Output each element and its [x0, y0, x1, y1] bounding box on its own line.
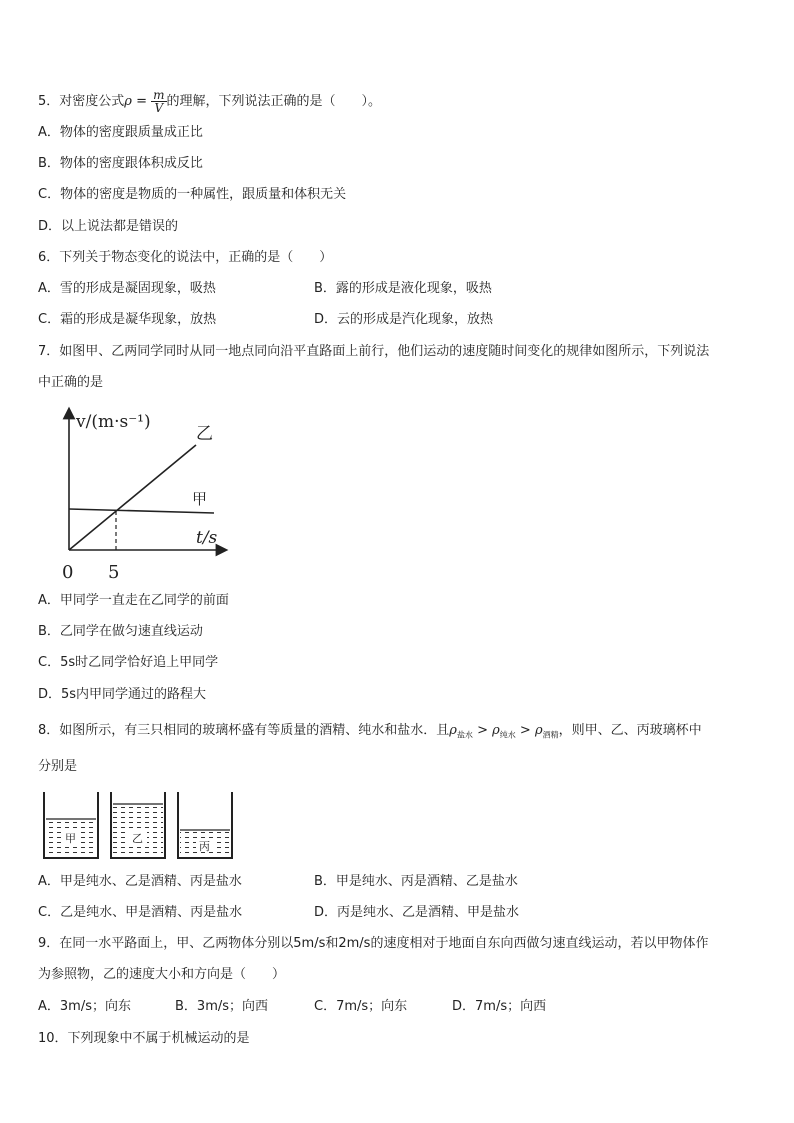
density-fraction: $\frac{m}{V}$ [153, 88, 165, 115]
q10-stem: 10．下列现象中不属于机械运动的是 [38, 1031, 250, 1046]
origin-label: 0 [62, 562, 74, 583]
beaker-bing [178, 792, 232, 858]
q7-option-c: C．5s时乙同学恰好追上甲同学 [38, 655, 219, 670]
beaker-label-yi: 乙 [132, 832, 143, 845]
jia-line [69, 509, 214, 513]
beaker-label-jia: 甲 [65, 832, 76, 845]
q5-stem: 5．对密度公式ρ = $\frac{m}{V}$ 的理解，下列说法正确的是（ ）。 [38, 88, 382, 115]
beaker-jia [44, 792, 98, 858]
q7-option-b: B．乙同学在做匀速直线运动 [38, 624, 203, 639]
y-axis-label: v/(m·s⁻¹) [76, 412, 151, 432]
q7-stem-line1: 7．如图甲、乙两同学同时从同一地点同向沿平直路面上前行，他们运动的速度随时间变化的规律如图所示，下列说法 [38, 344, 710, 359]
tick-label-5: 5 [108, 562, 120, 583]
beaker-yi [111, 792, 165, 858]
q6-option-a: A．雪的形成是凝固现象，吸热 [38, 281, 216, 296]
q8-option-c: C．乙是纯水、甲是酒精、丙是盐水 [38, 905, 243, 920]
q6-stem: 6．下列关于物态变化的说法中，正确的是（ ） [38, 250, 333, 265]
q9-stem-line2: 为参照物，乙的速度大小和方向是（ ） [38, 967, 286, 982]
velocity-time-graph [50, 405, 230, 585]
q8-stem-line2: 分别是 [38, 759, 78, 774]
three-beakers-figure [40, 790, 240, 862]
q9-option-c: C．7m/s；向东 [314, 999, 408, 1014]
jia-line-label: 甲 [192, 490, 208, 508]
yi-line-label: 乙 [196, 424, 213, 444]
q9-option-d: D．7m/s；向西 [452, 999, 547, 1014]
q6-option-d: D．云的形成是汽化现象，放热 [314, 312, 494, 327]
x-axis-label: t/s [196, 528, 218, 548]
yi-line [69, 445, 196, 550]
q5-option-b: B．物体的密度跟体积成反比 [38, 156, 203, 171]
q5-option-d: D．以上说法都是错误的 [38, 219, 179, 234]
q8-stem-line1: 8．如图所示，有三只相同的玻璃杯盛有等质量的酒精、纯水和盐水．且$\rho_{盐水} > \rho_{纯水} > \rho_{酒精}$，则甲、乙、丙玻璃杯中 [38, 723, 702, 740]
q5-option-c: C．物体的密度是物质的一种属性，跟质量和体积无关 [38, 187, 347, 202]
q8-option-a: A．甲是纯水、乙是酒精、丙是盐水 [38, 874, 242, 889]
q9-option-b: B．3m/s；向西 [175, 999, 269, 1014]
q8-option-b: B．甲是纯水、丙是酒精、乙是盐水 [314, 874, 518, 889]
q9-option-a: A．3m/s；向东 [38, 999, 131, 1014]
q8-option-d: D．丙是纯水、乙是酒精、甲是盐水 [314, 905, 520, 920]
beaker-label-bing: 丙 [199, 840, 210, 853]
q5-option-a: A．物体的密度跟质量成正比 [38, 125, 203, 140]
q7-option-a: A．甲同学一直走在乙同学的前面 [38, 593, 229, 608]
q7-stem-line2: 中正确的是 [38, 375, 104, 390]
q6-option-b: B．露的形成是液化现象，吸热 [314, 281, 492, 296]
q9-stem-line1: 9．在同一水平路面上，甲、乙两物体分别以5m/s和2m/s的速度相对于地面自东向西做匀速直线运动，若以甲物体作 [38, 936, 709, 951]
q6-option-c: C．霜的形成是凝华现象，放热 [38, 312, 217, 327]
q7-option-d: D．5s内甲同学通过的路程大 [38, 687, 207, 702]
